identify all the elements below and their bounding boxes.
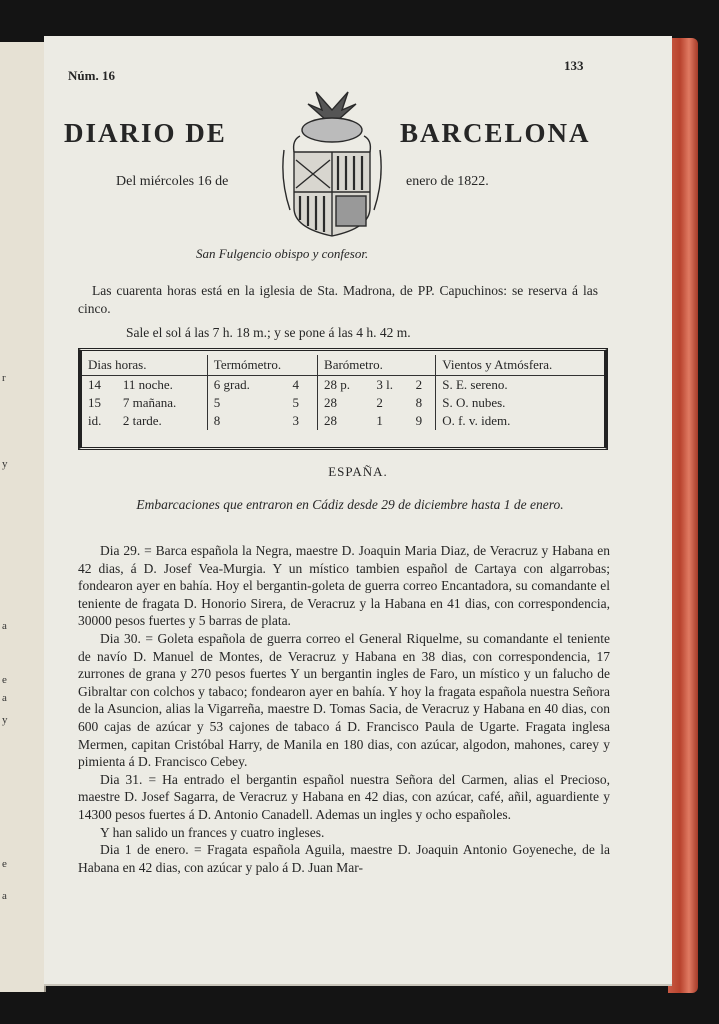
weather-row: [82, 376, 604, 395]
weather-wind: S. O. nubes.: [442, 395, 506, 410]
weather-table: [78, 348, 608, 450]
left-page-letter: r: [2, 372, 6, 384]
book-red-edge: [668, 38, 698, 993]
masthead-title-right: BARCELONA: [400, 118, 591, 148]
weather-header-thermo: Termómetro.: [207, 355, 317, 376]
weather-hour: 2 tarde.: [117, 412, 207, 430]
weather-thermo: 5: [213, 395, 221, 410]
weather-header-baro: Barómetro.: [318, 355, 436, 376]
paragraph: Dia 1 de enero. = Fragata española Aguila, maestre D. Joaquin Antonio Goyeneche, de la Habana en 42 dias, con azúcar y palo á D. Juan Mar-: [78, 842, 610, 875]
weather-hour: 11 noche.: [117, 376, 207, 395]
forty-hours-notice: Las cuarenta horas está en la iglesia de Sta. Madrona, de PP. Capuchinos: se reserva á las cinco.: [78, 283, 598, 316]
section-title: ESPAÑA.: [328, 464, 388, 479]
issue-number: Núm. 16: [68, 68, 115, 83]
left-page-letter: a: [2, 692, 7, 704]
weather-day: id.: [88, 413, 102, 428]
page-number: 133: [564, 58, 584, 73]
weather-header-wind: Vientos y Atmósfera.: [436, 355, 604, 376]
left-page-letter: y: [2, 714, 8, 726]
weather-thermo-b: 5: [287, 394, 318, 412]
weather-baro-c: 2: [410, 376, 436, 395]
left-page-letter: a: [2, 620, 7, 632]
weather-baro: 28: [324, 395, 338, 410]
article-body: [78, 542, 610, 876]
weather-row: [82, 394, 604, 412]
weather-hour: 7 mañana.: [117, 394, 207, 412]
weather-baro-b: 2: [376, 395, 383, 410]
weather-row: [82, 412, 604, 430]
left-page-letter: a: [2, 890, 7, 902]
masthead-title-left: DIARIO DE: [64, 118, 227, 148]
left-page-letter: e: [2, 858, 7, 870]
date-line-right: enero de 1822.: [406, 174, 489, 189]
sunrise-sunset: Sale el sol á las 7 h. 18 m.; y se pone á las 4 h. 42 m.: [126, 325, 411, 340]
weather-wind: S. E. sereno.: [442, 377, 508, 392]
date-line-left: Del miércoles 16 de: [116, 174, 229, 189]
left-page-letter: y: [2, 458, 8, 470]
weather-day: 15: [88, 395, 101, 410]
weather-baro-b: 1: [376, 413, 383, 428]
weather-header-days: Dias horas.: [82, 355, 207, 376]
left-page-edge: [0, 42, 46, 992]
weather-baro: 28: [324, 413, 338, 428]
paragraph: Y han salido un frances y cuatro ingleses.: [100, 824, 325, 840]
weather-day: 14: [88, 377, 101, 392]
weather-thermo-b: 3: [287, 412, 318, 430]
weather-baro-b: 3 l.: [376, 377, 393, 392]
weather-baro-c: 8: [410, 394, 436, 412]
paragraph: Dia 31. = Ha entrado el bergantin español nuestra Señora del Carmen, alias el Precioso, maestre D. Josef Sagarra, de Veracruz y Habana en 42 dias, con azúcar, café, añil, aguardiente y 14300 pesos fuertes á D. Antonio Canadell. Ademas un ingles y ocho españoles.: [78, 771, 610, 822]
weather-thermo-b: 4: [287, 376, 318, 395]
section-subtitle: Embarcaciones que entraron en Cádiz desde 29 de diciembre hasta 1 de enero.: [136, 497, 564, 512]
weather-thermo: 6 grad.: [213, 377, 250, 392]
weather-baro: 28 p.: [324, 377, 351, 392]
weather-wind: O. f. v. idem.: [442, 413, 511, 428]
left-page-letter: e: [2, 674, 7, 686]
coat-of-arms-emblem: [276, 80, 388, 242]
paragraph: Dia 30. = Goleta española de guerra correo el General Riquelme, su comandante el teniente de navío D. Manuel de Montes, de Veracruz y Habana en 38 dias, con correspondencia, 17 zurrones de grana y 270 pesos fuertes Y un bergantin ingles de Faro, un místico y un falucho de Gibraltar con colchos y tabaco; fondearon ayer en bahía. Y hoy la fragata española nuestra Señora de la Asuncion, alias la Vigarreña, maestre D. Tomas Sacia, de Veracruz y Habana en 40 dias, con 600 cajas de azúcar y 53 cajones de tabaco á D. Francisco Paula de Ugarte. Fragata inglesa Mermen, capitan Cristóbal Harry, de Manila en 180 dias, con azúcar, algodon, mahones, carey y pimienta á D. Francisco Cebey.: [78, 630, 610, 770]
weather-baro-c: 9: [410, 412, 436, 430]
weather-thermo: 8: [213, 413, 221, 428]
saint-of-day: San Fulgencio obispo y confesor.: [196, 246, 369, 261]
paragraph: Dia 29. = Barca española la Negra, maestre D. Joaquin Maria Diaz, de Veracruz y Habana en 42 dias, á D. Josef Vea-Murgia. Y un místico tambien español de Cartaya con algarrobas; fondearon ayer en bahía. Hoy el bergantin-goleta de guerra correo Encantadora, su comandante el teniente de fragata D. Honorio Sirera, de Veracruz y la Habana en 41 dias, con correspondencia, 30000 pesos fuertes y 5 barras de plata.: [78, 543, 610, 629]
newspaper-page: [44, 36, 672, 986]
